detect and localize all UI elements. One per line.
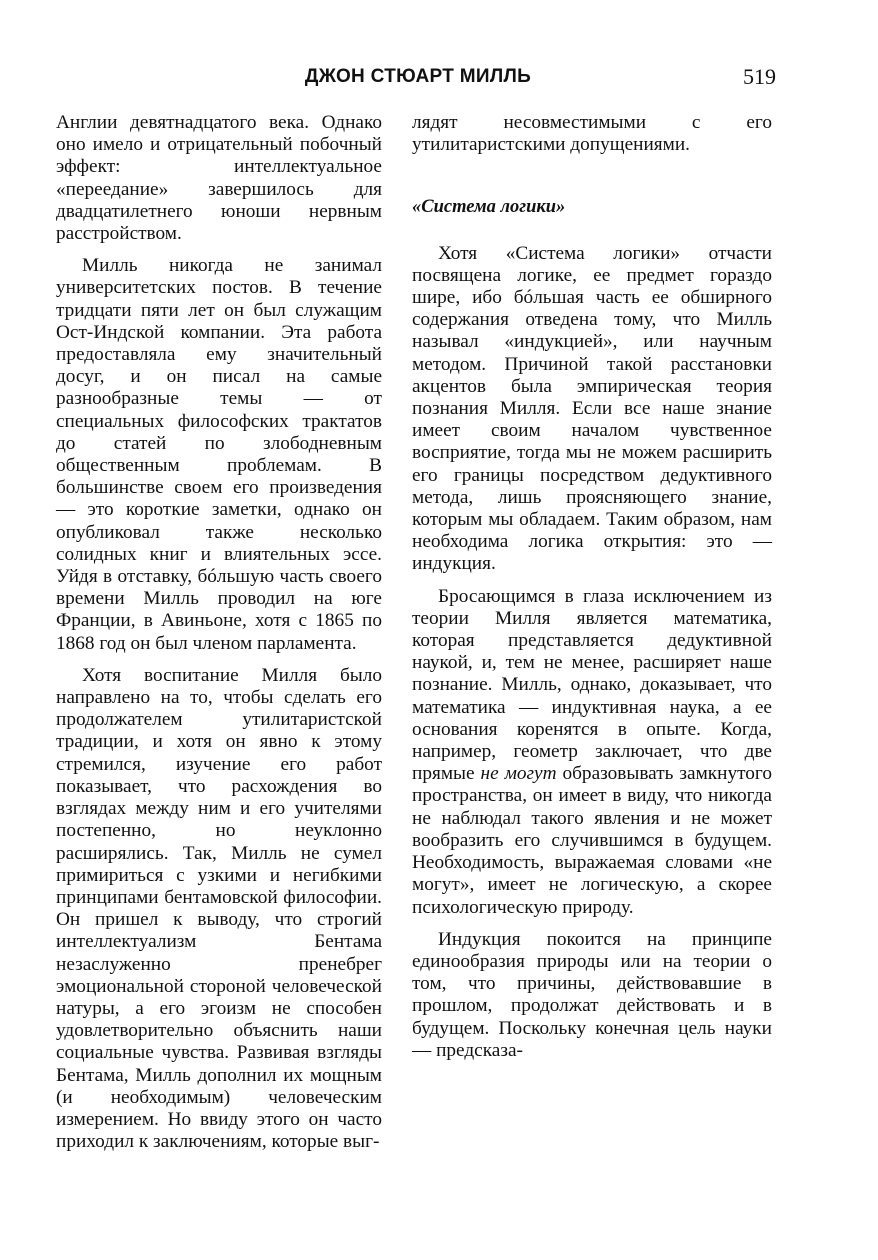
paragraph: Милль никогда не занимал университетских постов. В течение тридцати пяти лет он был служащим Ост-Индской компании. Эта работа предоставляла ему значительный досуг, и он писал на самые разнообразные темы — от специальных философских трактатов до статей по злободневным общественным проблемам. В большинстве своем его произведения — это короткие заметки, однако он опубликовал также несколько солидных книг и влиятельных эссе. Уйдя в отставку, бóльшую часть своего времени Милль проводил на юге Франции, в Авиньоне, хотя с 1865 по 1868 год он был членом парламента.	[56, 255, 382, 654]
paragraph: лядят несовместимыми с его утилитаристскими допущениями.	[412, 112, 772, 156]
emphasis-text: не могут	[480, 763, 557, 785]
text-run: Бросающимся в глаза исключением из теории Милля является математика, которая представляется дедуктивной наукой, и, тем не менее, расширяет наше познание. Милль, однако, доказывает, что математика — индуктивная наука, а ее основания коренятся в опыте. Когда, например, геометр заключает, что две прямые	[412, 585, 772, 785]
page-number: 519	[743, 64, 776, 89]
paragraph: Индукция покоится на принципе единообразия природы или на теории о том, что причины, действовавшие в прошлом, продолжат действовать и в будущем. Поскольку конечная цель науки — предсказа-	[412, 928, 772, 1061]
running-title: ДЖОН СТЮАРТ МИЛЛЬ	[304, 66, 532, 87]
paragraph: Хотя «Система логики» отчасти посвящена логике, ее предмет гораздо шире, ибо бóльшая часть ее обширного содержания отведена тому, что Милль называл «индукцией», или научным методом. Причиной такой расстановки акцентов была эмпирическая теория познания Милля. Если все наше знание имеет своим началом чувственное восприятие, тогда мы не можем расширить его границы посредством дедуктивного метода, лишь проясняющего знание, которым мы обладаем. Таким образом, нам необходима логика открытия: это — индукция.	[412, 242, 772, 575]
section-heading: «Система логики»	[412, 197, 566, 218]
right-column	[412, 112, 772, 1072]
running-head	[60, 62, 776, 92]
paragraph: Хотя воспитание Милля было направлено на то, чтобы сделать его продолжателем утилитаристской традиции, и хотя он явно к этому стремился, изучение его работ показывает, что расхождения во взглядах между ним и его учителями постепенно, но неуклонно расширялись. Так, Милль не сумел примириться с узкими и негибкими принципами бентамовской философии. Он пришел к выводу, что строгий интеллектуализм Бентама незаслуженно пренебрег эмоциональной стороной человеческой натуры, а его эгоизм не способен удовлетворительно объяснить наши социальные чувства. Развивая взгляды Бентама, Милль дополнил их мощным (и необходимым) человеческим измерением. Но ввиду этого он часто приходил к заключениям, которые выг-	[56, 664, 382, 1153]
paragraph: Англии девятнадцатого века. Однако оно имело и отрицательный побочный эффект: интеллектуальное «переедание» завершилось для двадцатилетнего юноши нервным расстройством.	[56, 112, 382, 245]
paragraph	[412, 586, 772, 919]
left-column	[56, 112, 382, 1163]
text-run: образовывать замкнутого пространства, он имеет в виду, что никогда не наблюдал такого явления и не может вообразить его случившимся в будущем. Необходимость, выражаемая словами «не могут», имеет не логическую, а скорее психологическую природу.	[412, 763, 772, 918]
